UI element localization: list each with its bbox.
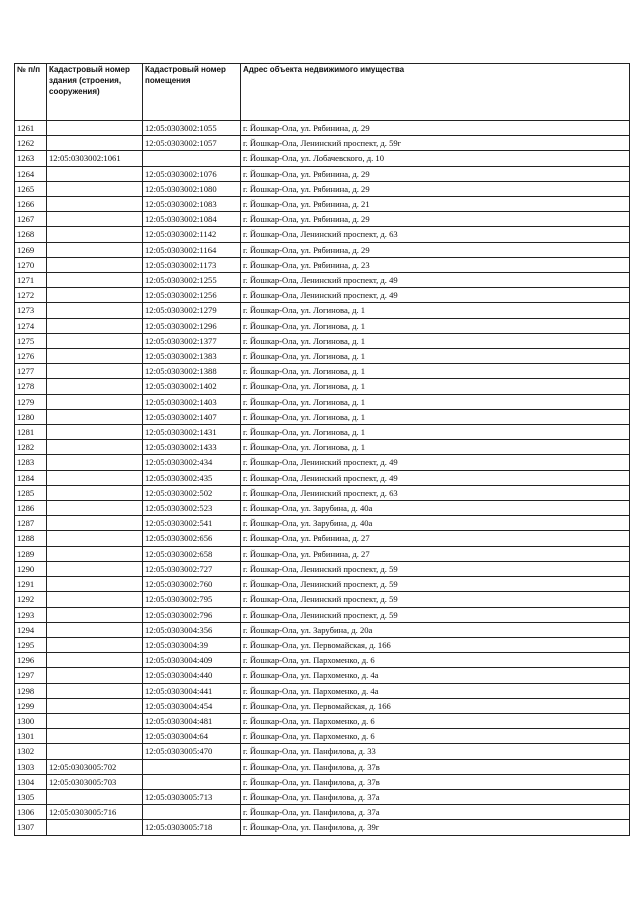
row-number-cell: 1265: [15, 181, 47, 196]
premises-cadastral-cell: 12:05:0303002:658: [143, 546, 241, 561]
building-cadastral-cell: [47, 136, 143, 151]
table-row: [15, 561, 630, 576]
table-row: [15, 683, 630, 698]
premises-cadastral-cell: 12:05:0303002:1433: [143, 440, 241, 455]
row-number-cell: 1285: [15, 485, 47, 500]
address-cell: г. Йошкар-Ола, ул. Пархоменко, д. 6: [241, 653, 630, 668]
row-number-cell: 1282: [15, 440, 47, 455]
building-cadastral-cell: [47, 197, 143, 212]
premises-cadastral-cell: 12:05:0303002:523: [143, 501, 241, 516]
address-cell: г. Йошкар-Ола, ул. Логинова, д. 1: [241, 333, 630, 348]
address-cell: г. Йошкар-Ола, ул. Первомайская, д. 166: [241, 637, 630, 652]
premises-cadastral-cell: 12:05:0303004:481: [143, 713, 241, 728]
row-number-cell: 1273: [15, 303, 47, 318]
row-number-cell: 1286: [15, 501, 47, 516]
premises-cadastral-cell: 12:05:0303002:1296: [143, 318, 241, 333]
row-number-cell: 1277: [15, 364, 47, 379]
row-number-cell: 1283: [15, 455, 47, 470]
table-row: [15, 364, 630, 379]
table-row: [15, 121, 630, 136]
building-cadastral-cell: [47, 303, 143, 318]
premises-cadastral-cell: 12:05:0303002:1173: [143, 257, 241, 272]
building-cadastral-cell: [47, 622, 143, 637]
premises-cadastral-cell: 12:05:0303002:1055: [143, 121, 241, 136]
premises-cadastral-cell: 12:05:0303002:1431: [143, 425, 241, 440]
building-cadastral-cell: [47, 820, 143, 835]
row-number-cell: 1301: [15, 729, 47, 744]
table-row: [15, 531, 630, 546]
table-row: [15, 349, 630, 364]
row-number-cell: 1287: [15, 516, 47, 531]
building-cadastral-cell: [47, 501, 143, 516]
table-row: [15, 181, 630, 196]
address-cell: г. Йошкар-Ола, ул. Лобачевского, д. 10: [241, 151, 630, 166]
building-cadastral-cell: [47, 273, 143, 288]
table-row: [15, 713, 630, 728]
premises-cadastral-cell: 12:05:0303005:470: [143, 744, 241, 759]
table-row: [15, 288, 630, 303]
building-cadastral-cell: [47, 546, 143, 561]
address-cell: г. Йошкар-Ола, ул. Панфилова, д. 37в: [241, 774, 630, 789]
address-cell: г. Йошкар-Ола, ул. Рябинина, д. 27: [241, 546, 630, 561]
address-cell: г. Йошкар-Ола, ул. Логинова, д. 1: [241, 440, 630, 455]
address-cell: г. Йошкар-Ола, Ленинский проспект, д. 63: [241, 227, 630, 242]
premises-cadastral-cell: 12:05:0303004:64: [143, 729, 241, 744]
row-number-cell: 1307: [15, 820, 47, 835]
row-number-cell: 1269: [15, 242, 47, 257]
row-number-cell: 1274: [15, 318, 47, 333]
table-row: [15, 774, 630, 789]
table-row: [15, 805, 630, 820]
address-cell: г. Йошкар-Ола, ул. Панфилова, д. 39г: [241, 820, 630, 835]
row-number-cell: 1281: [15, 425, 47, 440]
address-cell: г. Йошкар-Ола, ул. Пархоменко, д. 6: [241, 729, 630, 744]
address-cell: г. Йошкар-Ола, ул. Рябинина, д. 29: [241, 166, 630, 181]
row-number-cell: 1294: [15, 622, 47, 637]
premises-cadastral-cell: 12:05:0303002:1142: [143, 227, 241, 242]
address-cell: г. Йошкар-Ола, Ленинский проспект, д. 63: [241, 485, 630, 500]
table-row: [15, 653, 630, 668]
row-number-cell: 1261: [15, 121, 47, 136]
row-number-cell: 1268: [15, 227, 47, 242]
table-row: [15, 151, 630, 166]
address-cell: г. Йошкар-Ола, Ленинский проспект, д. 49: [241, 288, 630, 303]
building-cadastral-cell: [47, 516, 143, 531]
address-cell: г. Йошкар-Ола, ул. Логинова, д. 1: [241, 318, 630, 333]
premises-cadastral-cell: 12:05:0303002:1080: [143, 181, 241, 196]
building-cadastral-cell: [47, 181, 143, 196]
premises-cadastral-cell: 12:05:0303002:1377: [143, 333, 241, 348]
row-number-cell: 1275: [15, 333, 47, 348]
table-row: [15, 577, 630, 592]
premises-cadastral-cell: 12:05:0303002:541: [143, 516, 241, 531]
table-row: [15, 592, 630, 607]
building-cadastral-cell: [47, 470, 143, 485]
table-row: [15, 516, 630, 531]
premises-cadastral-cell: 12:05:0303002:1388: [143, 364, 241, 379]
premises-cadastral-cell: 12:05:0303002:796: [143, 607, 241, 622]
building-cadastral-cell: 12:05:0303002:1061: [47, 151, 143, 166]
table-row: [15, 318, 630, 333]
address-cell: г. Йошкар-Ола, ул. Логинова, д. 1: [241, 379, 630, 394]
premises-cadastral-cell: 12:05:0303002:1083: [143, 197, 241, 212]
row-number-cell: 1299: [15, 698, 47, 713]
row-number-cell: 1280: [15, 409, 47, 424]
premises-cadastral-cell: 12:05:0303002:1164: [143, 242, 241, 257]
header-property-address: Адрес объекта недвижимого имущества: [241, 64, 630, 121]
building-cadastral-cell: [47, 561, 143, 576]
row-number-cell: 1293: [15, 607, 47, 622]
row-number-cell: 1300: [15, 713, 47, 728]
address-cell: г. Йошкар-Ола, ул. Рябинина, д. 29: [241, 181, 630, 196]
premises-cadastral-cell: 12:05:0303002:795: [143, 592, 241, 607]
address-cell: г. Йошкар-Ола, ул. Зарубина, д. 20а: [241, 622, 630, 637]
building-cadastral-cell: [47, 653, 143, 668]
row-number-cell: 1302: [15, 744, 47, 759]
address-cell: г. Йошкар-Ола, ул. Логинова, д. 1: [241, 349, 630, 364]
address-cell: г. Йошкар-Ола, ул. Зарубина, д. 40а: [241, 501, 630, 516]
building-cadastral-cell: [47, 121, 143, 136]
building-cadastral-cell: [47, 744, 143, 759]
row-number-cell: 1303: [15, 759, 47, 774]
address-cell: г. Йошкар-Ола, Ленинский проспект, д. 59: [241, 592, 630, 607]
building-cadastral-cell: [47, 789, 143, 804]
address-cell: г. Йошкар-Ола, ул. Логинова, д. 1: [241, 364, 630, 379]
header-row: [15, 64, 630, 121]
address-cell: г. Йошкар-Ола, Ленинский проспект, д. 49: [241, 470, 630, 485]
premises-cadastral-cell: [143, 805, 241, 820]
building-cadastral-cell: [47, 364, 143, 379]
row-number-cell: 1270: [15, 257, 47, 272]
address-cell: г. Йошкар-Ола, ул. Рябинина, д. 29: [241, 121, 630, 136]
table-row: [15, 744, 630, 759]
building-cadastral-cell: 12:05:0303005:716: [47, 805, 143, 820]
table-row: [15, 729, 630, 744]
header-premises-cadastral-number: Кадастровый номер помещения: [143, 64, 241, 121]
premises-cadastral-cell: 12:05:0303004:409: [143, 653, 241, 668]
table-row: [15, 501, 630, 516]
table-row: [15, 425, 630, 440]
address-cell: г. Йошкар-Ола, ул. Рябинина, д. 27: [241, 531, 630, 546]
row-number-cell: 1278: [15, 379, 47, 394]
table-row: [15, 607, 630, 622]
row-number-cell: 1288: [15, 531, 47, 546]
premises-cadastral-cell: 12:05:0303002:434: [143, 455, 241, 470]
building-cadastral-cell: [47, 698, 143, 713]
address-cell: г. Йошкар-Ола, ул. Пархоменко, д. 6: [241, 713, 630, 728]
premises-cadastral-cell: 12:05:0303002:1057: [143, 136, 241, 151]
address-cell: г. Йошкар-Ола, ул. Рябинина, д. 29: [241, 242, 630, 257]
row-number-cell: 1263: [15, 151, 47, 166]
row-number-cell: 1292: [15, 592, 47, 607]
address-cell: г. Йошкар-Ола, Ленинский проспект, д. 59: [241, 561, 630, 576]
address-cell: г. Йошкар-Ола, ул. Рябинина, д. 29: [241, 212, 630, 227]
premises-cadastral-cell: 12:05:0303005:718: [143, 820, 241, 835]
premises-cadastral-cell: 12:05:0303004:39: [143, 637, 241, 652]
address-cell: г. Йошкар-Ола, ул. Логинова, д. 1: [241, 425, 630, 440]
premises-cadastral-cell: 12:05:0303004:356: [143, 622, 241, 637]
table-row: [15, 333, 630, 348]
row-number-cell: 1297: [15, 668, 47, 683]
table-row: [15, 789, 630, 804]
address-cell: г. Йошкар-Ола, ул. Панфилова, д. 33: [241, 744, 630, 759]
table-row: [15, 136, 630, 151]
table-row: [15, 166, 630, 181]
row-number-cell: 1271: [15, 273, 47, 288]
building-cadastral-cell: [47, 425, 143, 440]
building-cadastral-cell: [47, 212, 143, 227]
row-number-cell: 1289: [15, 546, 47, 561]
table-row: [15, 485, 630, 500]
address-cell: г. Йошкар-Ола, ул. Панфилова, д. 37в: [241, 759, 630, 774]
table-row: [15, 394, 630, 409]
premises-cadastral-cell: 12:05:0303004:454: [143, 698, 241, 713]
building-cadastral-cell: [47, 531, 143, 546]
building-cadastral-cell: [47, 668, 143, 683]
address-cell: г. Йошкар-Ола, ул. Рябинина, д. 21: [241, 197, 630, 212]
building-cadastral-cell: [47, 409, 143, 424]
table-header: [15, 64, 630, 121]
table-row: [15, 440, 630, 455]
building-cadastral-cell: [47, 713, 143, 728]
building-cadastral-cell: [47, 318, 143, 333]
address-cell: г. Йошкар-Ола, ул. Логинова, д. 1: [241, 394, 630, 409]
premises-cadastral-cell: 12:05:0303002:1256: [143, 288, 241, 303]
building-cadastral-cell: [47, 455, 143, 470]
row-number-cell: 1284: [15, 470, 47, 485]
table-row: [15, 470, 630, 485]
building-cadastral-cell: [47, 349, 143, 364]
address-cell: г. Йошкар-Ола, ул. Пархоменко, д. 4а: [241, 668, 630, 683]
premises-cadastral-cell: 12:05:0303002:656: [143, 531, 241, 546]
premises-cadastral-cell: 12:05:0303002:1407: [143, 409, 241, 424]
row-number-cell: 1272: [15, 288, 47, 303]
row-number-cell: 1276: [15, 349, 47, 364]
premises-cadastral-cell: 12:05:0303002:1383: [143, 349, 241, 364]
table-row: [15, 273, 630, 288]
row-number-cell: 1305: [15, 789, 47, 804]
table-row: [15, 759, 630, 774]
premises-cadastral-cell: 12:05:0303002:502: [143, 485, 241, 500]
building-cadastral-cell: [47, 288, 143, 303]
table-row: [15, 242, 630, 257]
table-row: [15, 212, 630, 227]
address-cell: г. Йошкар-Ола, Ленинский проспект, д. 49: [241, 273, 630, 288]
address-cell: г. Йошкар-Ола, ул. Первомайская, д. 166: [241, 698, 630, 713]
table-row: [15, 455, 630, 470]
building-cadastral-cell: [47, 683, 143, 698]
address-cell: г. Йошкар-Ола, ул. Панфилова, д. 37а: [241, 789, 630, 804]
building-cadastral-cell: [47, 379, 143, 394]
address-cell: г. Йошкар-Ола, Ленинский проспект, д. 59: [241, 577, 630, 592]
address-cell: г. Йошкар-Ола, ул. Зарубина, д. 40а: [241, 516, 630, 531]
premises-cadastral-cell: [143, 151, 241, 166]
premises-cadastral-cell: [143, 759, 241, 774]
building-cadastral-cell: 12:05:0303005:702: [47, 759, 143, 774]
row-number-cell: 1306: [15, 805, 47, 820]
header-row-number: № п/п: [15, 64, 47, 121]
building-cadastral-cell: [47, 485, 143, 500]
row-number-cell: 1304: [15, 774, 47, 789]
address-cell: г. Йошкар-Ола, ул. Логинова, д. 1: [241, 409, 630, 424]
premises-cadastral-cell: 12:05:0303002:1076: [143, 166, 241, 181]
table-row: [15, 546, 630, 561]
table-row: [15, 698, 630, 713]
premises-cadastral-cell: 12:05:0303004:440: [143, 668, 241, 683]
building-cadastral-cell: [47, 242, 143, 257]
building-cadastral-cell: [47, 637, 143, 652]
premises-cadastral-cell: 12:05:0303002:435: [143, 470, 241, 485]
table-row: [15, 257, 630, 272]
premises-cadastral-cell: 12:05:0303002:727: [143, 561, 241, 576]
row-number-cell: 1290: [15, 561, 47, 576]
table-row: [15, 303, 630, 318]
row-number-cell: 1291: [15, 577, 47, 592]
building-cadastral-cell: [47, 440, 143, 455]
table-row: [15, 379, 630, 394]
building-cadastral-cell: [47, 166, 143, 181]
building-cadastral-cell: [47, 333, 143, 348]
row-number-cell: 1279: [15, 394, 47, 409]
table-row: [15, 622, 630, 637]
premises-cadastral-cell: 12:05:0303002:1255: [143, 273, 241, 288]
header-building-cadastral-number: Кадастровый номер здания (строения, сооружения): [47, 64, 143, 121]
table-row: [15, 409, 630, 424]
table-body: [15, 121, 630, 836]
premises-cadastral-cell: 12:05:0303002:1084: [143, 212, 241, 227]
building-cadastral-cell: [47, 607, 143, 622]
building-cadastral-cell: [47, 394, 143, 409]
row-number-cell: 1264: [15, 166, 47, 181]
premises-cadastral-cell: 12:05:0303002:1279: [143, 303, 241, 318]
row-number-cell: 1296: [15, 653, 47, 668]
row-number-cell: 1267: [15, 212, 47, 227]
address-cell: г. Йошкар-Ола, ул. Пархоменко, д. 4а: [241, 683, 630, 698]
address-cell: г. Йошкар-Ола, ул. Логинова, д. 1: [241, 303, 630, 318]
building-cadastral-cell: 12:05:0303005:703: [47, 774, 143, 789]
building-cadastral-cell: [47, 257, 143, 272]
building-cadastral-cell: [47, 729, 143, 744]
table-row: [15, 668, 630, 683]
row-number-cell: 1262: [15, 136, 47, 151]
address-cell: г. Йошкар-Ола, ул. Панфилова, д. 37а: [241, 805, 630, 820]
address-cell: г. Йошкар-Ола, Ленинский проспект, д. 49: [241, 455, 630, 470]
premises-cadastral-cell: [143, 774, 241, 789]
table-row: [15, 197, 630, 212]
row-number-cell: 1298: [15, 683, 47, 698]
address-cell: г. Йошкар-Ола, Ленинский проспект, д. 59: [241, 607, 630, 622]
premises-cadastral-cell: 12:05:0303004:441: [143, 683, 241, 698]
building-cadastral-cell: [47, 577, 143, 592]
property-register-table: [14, 63, 630, 836]
building-cadastral-cell: [47, 592, 143, 607]
table-row: [15, 820, 630, 835]
premises-cadastral-cell: 12:05:0303002:1402: [143, 379, 241, 394]
premises-cadastral-cell: 12:05:0303002:1403: [143, 394, 241, 409]
row-number-cell: 1295: [15, 637, 47, 652]
row-number-cell: 1266: [15, 197, 47, 212]
address-cell: г. Йошкар-Ола, Ленинский проспект, д. 59г: [241, 136, 630, 151]
table-row: [15, 637, 630, 652]
address-cell: г. Йошкар-Ола, ул. Рябинина, д. 23: [241, 257, 630, 272]
premises-cadastral-cell: 12:05:0303002:760: [143, 577, 241, 592]
table-row: [15, 227, 630, 242]
building-cadastral-cell: [47, 227, 143, 242]
premises-cadastral-cell: 12:05:0303005:713: [143, 789, 241, 804]
